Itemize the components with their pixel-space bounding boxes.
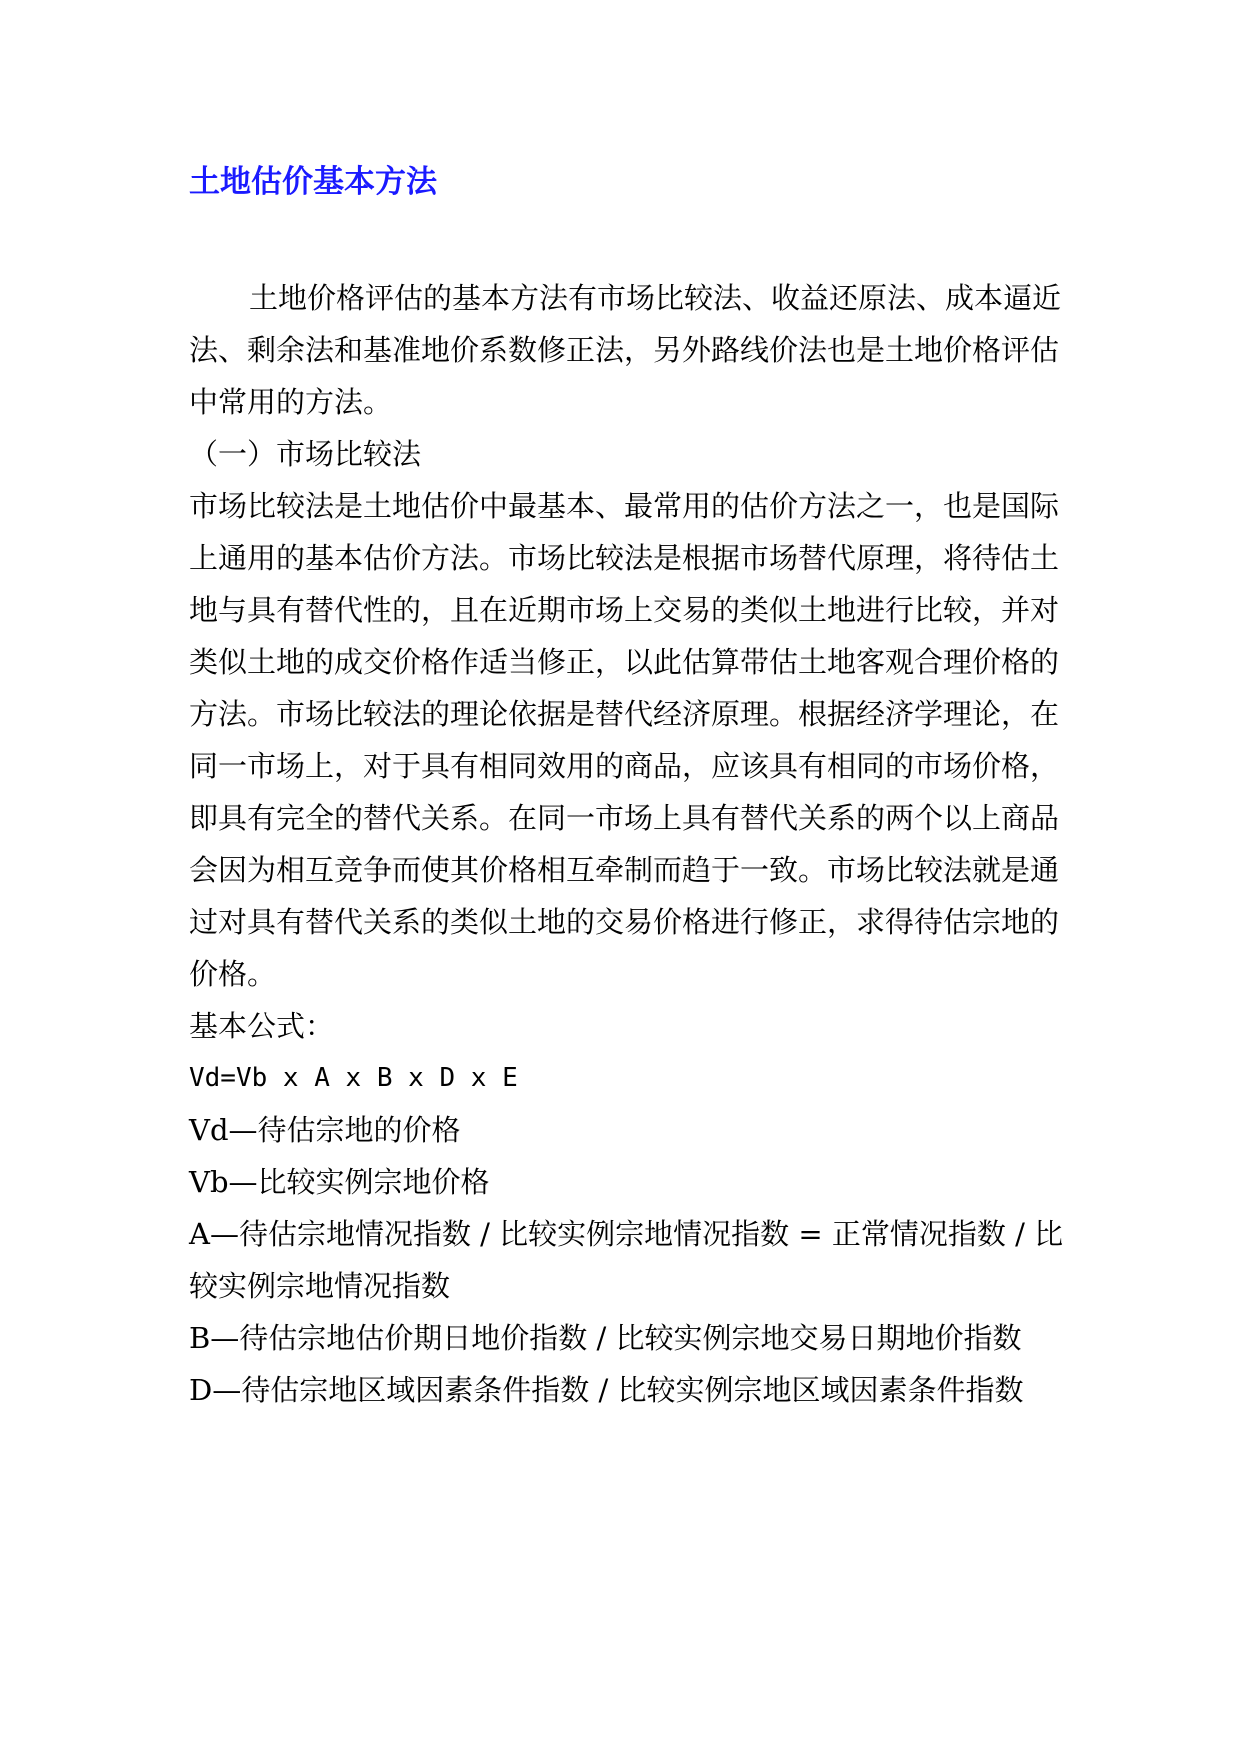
definition-b: B—待估宗地估价期日地价指数 / 比较实例宗地交易日期地价指数	[189, 1321, 1022, 1355]
document-content	[189, 160, 1069, 1416]
section-heading: （一）市场比较法	[189, 437, 422, 471]
intro-paragraph: 土地价格评估的基本方法有市场比较法、收益还原法、成本逼近法、剩余法和基准地价系数修正法，另外路线价法也是土地价格评估中常用的方法。	[189, 281, 1062, 419]
document-title: 土地估价基本方法	[189, 164, 437, 200]
document-body	[189, 272, 1069, 1416]
definition-vd: Vd—待估宗地的价格	[189, 1113, 461, 1147]
definition-vb: Vb—比较实例宗地价格	[189, 1165, 490, 1199]
definition-a: A—待估宗地情况指数 / 比较实例宗地情况指数 = 正常情况指数 / 比较实例宗地情况指数	[189, 1217, 1064, 1303]
formula-label: 基本公式：	[189, 1009, 335, 1043]
formula: Vd=Vb x A x B x D x E	[189, 1063, 518, 1093]
definition-d: D—待估宗地区域因素条件指数 / 比较实例宗地区域因素条件指数	[189, 1373, 1024, 1407]
section-paragraph: 市场比较法是土地估价中最基本、最常用的估价方法之一，也是国际上通用的基本估价方法。市场比较法是根据市场替代原理，将待估土地与具有替代性的，且在近期市场上交易的类似土地进行比较，并对类似土地的成交价格作适当修正，以此估算带估土地客观合理价格的方法。市场比较法的理论依据是替代经济原理。根据经济学理论，在同一市场上，对于具有相同效用的商品，应该具有相同的市场价格，即具有完全的替代关系。在同一市场上具有替代关系的两个以上商品会因为相互竞争而使其价格相互牵制而趋于一致。市场比较法就是通过对具有替代关系的类似土地的交易价格进行修正，求得待估宗地的价格。	[189, 489, 1060, 991]
